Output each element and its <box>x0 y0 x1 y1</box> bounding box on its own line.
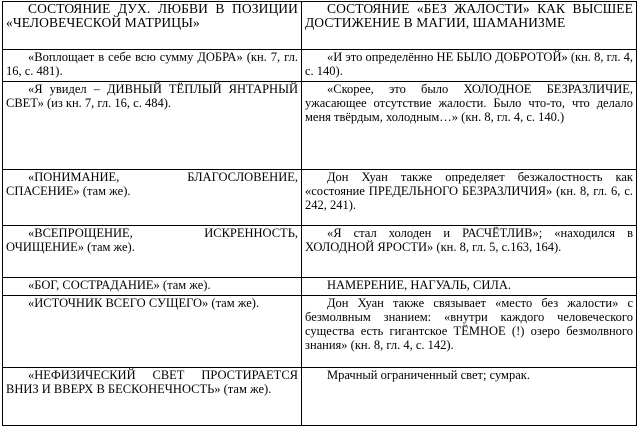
row-2-right-text: «Скорее, это было ХОЛОДНОЕ БЕЗРАЗЛИЧИЕ, ужасающее отсутствие жалости. Было что-то, что делало меня твёрдым, холодным…» (кн. 8, гл. 4, с. 140.) <box>305 82 633 124</box>
table-row <box>3 82 637 170</box>
header-cell-left <box>3 2 302 50</box>
row-5-right-text: НАМЕРЕНИЕ, НАГУАЛЬ, СИЛА. <box>327 278 512 292</box>
row-7-left-text: «НЕФИЗИЧЕСКИЙ СВЕТ ПРОСТИРАЕТСЯ ВНИЗ И ВВЕРХ В БЕСКОНЕЧНОСТЬ» (там же). <box>6 368 298 396</box>
row-4-left-text: «ВСЕПРОЩЕНИЕ, ИСКРЕННОСТЬ, ОЧИЩЕНИЕ» (там же). <box>6 226 298 254</box>
row-5-left-cell <box>3 278 302 296</box>
row-7-left-cell <box>3 368 302 426</box>
row-1-left-text: «Воплощает в себе всю сумму ДОБРА» (кн. 7, гл. 16, с. 481). <box>6 50 298 78</box>
row-3-left-text: «ПОНИМАНИЕ, БЛАГОСЛОВЕНИЕ, СПАСЕНИЕ» (там же). <box>6 170 298 198</box>
row-5-left-text: «БОГ, СОСТРАДАНИЕ» (там же). <box>28 278 211 292</box>
row-3-right-cell <box>302 170 637 226</box>
header-cell-right <box>302 2 637 50</box>
row-4-right-text: «Я стал холоден и РАСЧЁТЛИВ»; «находился в ХОЛОДНОЙ ЯРОСТИ» (кн. 8, гл. 5, с.163, 164). <box>305 226 633 254</box>
row-6-left-cell <box>3 296 302 368</box>
table-row <box>3 368 637 426</box>
row-2-left-text: «Я увидел – ДИВНЫЙ ТЁПЛЫЙ ЯНТАРНЫЙ СВЕТ» (из кн. 7, гл. 16, с. 484). <box>6 82 298 110</box>
row-1-left-cell <box>3 50 302 82</box>
table-row <box>3 50 637 82</box>
row-7-right-cell <box>302 368 637 426</box>
row-1-right-text: «И это определённо НЕ БЫЛО ДОБРОТОЙ» (кн. 8, гл. 4, с. 140). <box>305 50 633 78</box>
table-row <box>3 226 637 278</box>
row-3-left-cell <box>3 170 302 226</box>
row-7-right-text: Мрачный ограниченный свет; сумрак. <box>327 368 530 382</box>
table-row <box>3 170 637 226</box>
row-1-right-cell <box>302 50 637 82</box>
row-4-right-cell <box>302 226 637 278</box>
row-6-right-cell <box>302 296 637 368</box>
header-left-text: СОСТОЯНИЕ ДУХ. ЛЮБВИ В ПОЗИЦИИ «ЧЕЛОВЕЧЕСКОЙ МАТРИЦЫ» <box>6 1 298 30</box>
row-4-left-cell <box>3 226 302 278</box>
row-2-right-cell <box>302 82 637 170</box>
table-row <box>3 296 637 368</box>
row-3-right-text: Дон Хуан также определяет безжалостность как «состояние ПРЕДЕЛЬНОГО БЕЗРАЗЛИЧИЯ» (кн. 8, гл. 6, с. 242, 241). <box>305 170 633 212</box>
header-right-text: СОСТОЯНИЕ «БЕЗ ЖАЛОСТИ» КАК ВЫСШЕЕ ДОСТИЖЕНИЕ В МАГИИ, ШАМАНИЗМЕ <box>305 1 633 30</box>
table-row <box>3 278 637 296</box>
row-2-left-cell <box>3 82 302 170</box>
row-5-right-cell <box>302 278 637 296</box>
row-6-left-text: «ИСТОЧНИК ВСЕГО СУЩЕГО» (там же). <box>28 296 260 310</box>
table-header-row <box>3 2 637 50</box>
row-6-right-text: Дон Хуан также связывает «место без жалости» с безмолвным знанием: «внутри каждого человеческого существа есть гигантское ТЁМНОЕ (!) озеро безмолвного знания» (кн. 8, гл. 4, с. 142). <box>305 296 633 352</box>
comparison-table <box>2 1 637 426</box>
